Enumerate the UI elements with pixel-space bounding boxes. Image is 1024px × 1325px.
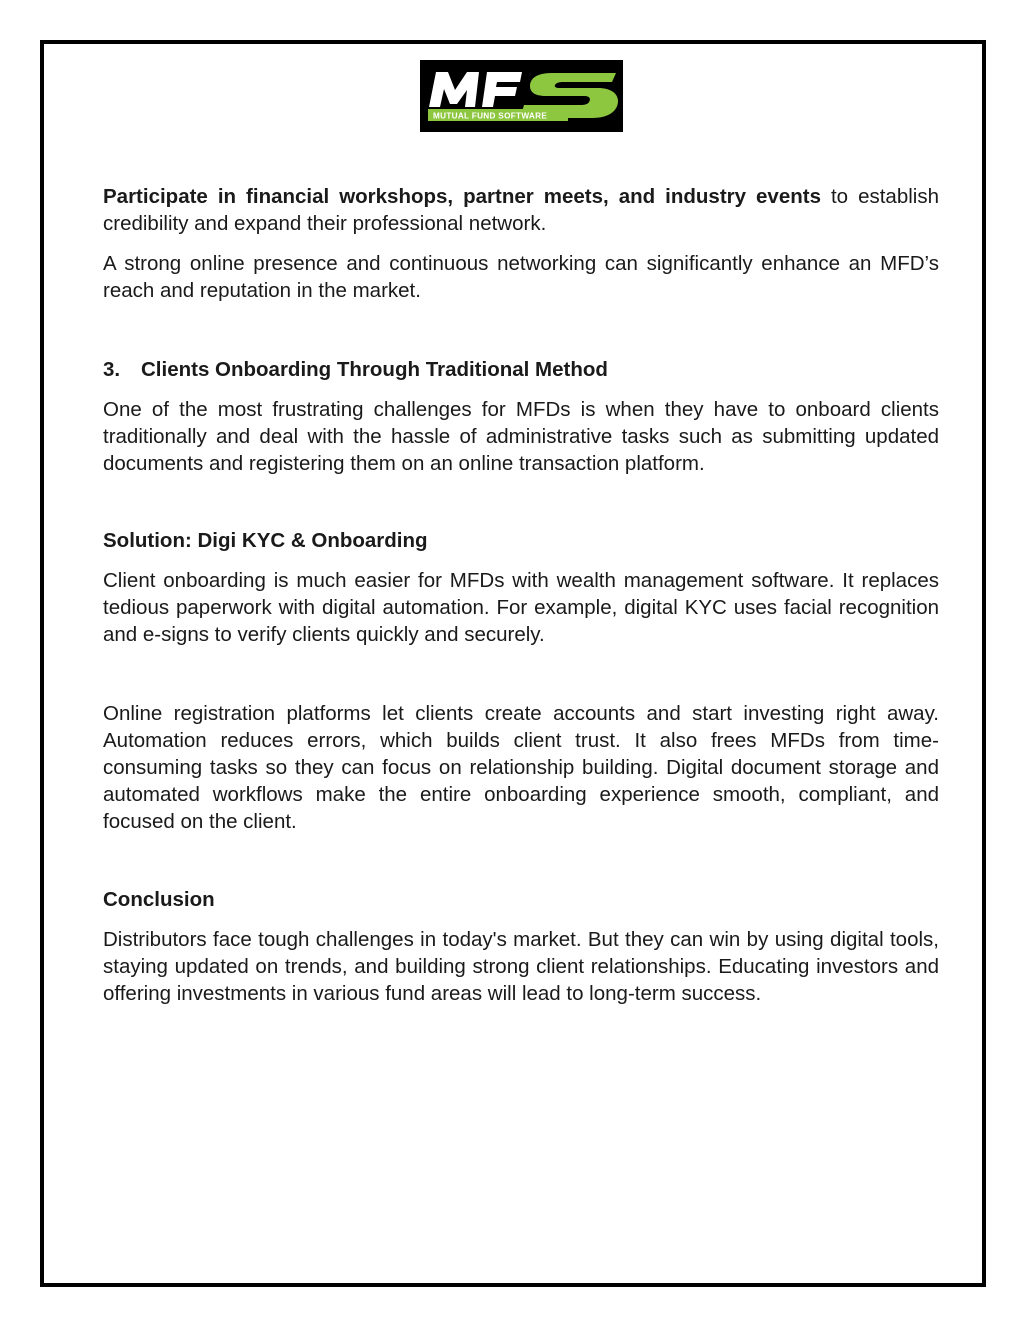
intro-bold-lead: Participate in financial workshops, partner meets, and industry events (103, 185, 821, 208)
intro-paragraph-2: A strong online presence and continuous networking can significantly enhance an MFD’s reach and reputation in the market. (103, 252, 939, 302)
conclusion-body: Distributors face tough challenges in today's market. But they can win by using digital tools, staying updated on trends, and building strong client relationships. Educating investors and offering investments in various fund areas will lead to long-term success. (103, 928, 939, 1005)
intro-rest: to establish credibility and expand their professional network. (103, 185, 939, 235)
conclusion-heading: Conclusion (103, 888, 215, 911)
document-body (103, 183, 939, 1007)
intro-paragraph (103, 183, 939, 237)
mfs-logo (420, 60, 623, 132)
section-3-title: Clients Onboarding Through Traditional Method (141, 358, 608, 381)
section-3-heading (103, 356, 939, 383)
section-3-number: 3. (103, 358, 121, 381)
solution-paragraph-2: Online registration platforms let clients create accounts and start investing right away. Automation reduces errors, which builds client trust. It also frees MFDs from time-consuming tasks so they can focus on relationship building. Digital document storage and automated workflows make the entire onboarding experience smooth, compliant, and focused on the client. (103, 702, 939, 833)
section-3-body: One of the most frustrating challenges for MFDs is when they have to onboard clients traditionally and deal with the hassle of administrative tasks such as submitting updated documents and registering them on an online transaction platform. (103, 398, 939, 475)
solution-heading: Solution: Digi KYC & Onboarding (103, 529, 428, 552)
logo-tagline: MUTUAL FUND SOFTWARE (433, 111, 548, 121)
solution-paragraph-1: Client onboarding is much easier for MFDs with wealth management software. It replaces tedious paperwork with digital automation. For example, digital KYC uses facial recognition and e-signs to verify clients quickly and securely. (103, 569, 939, 646)
